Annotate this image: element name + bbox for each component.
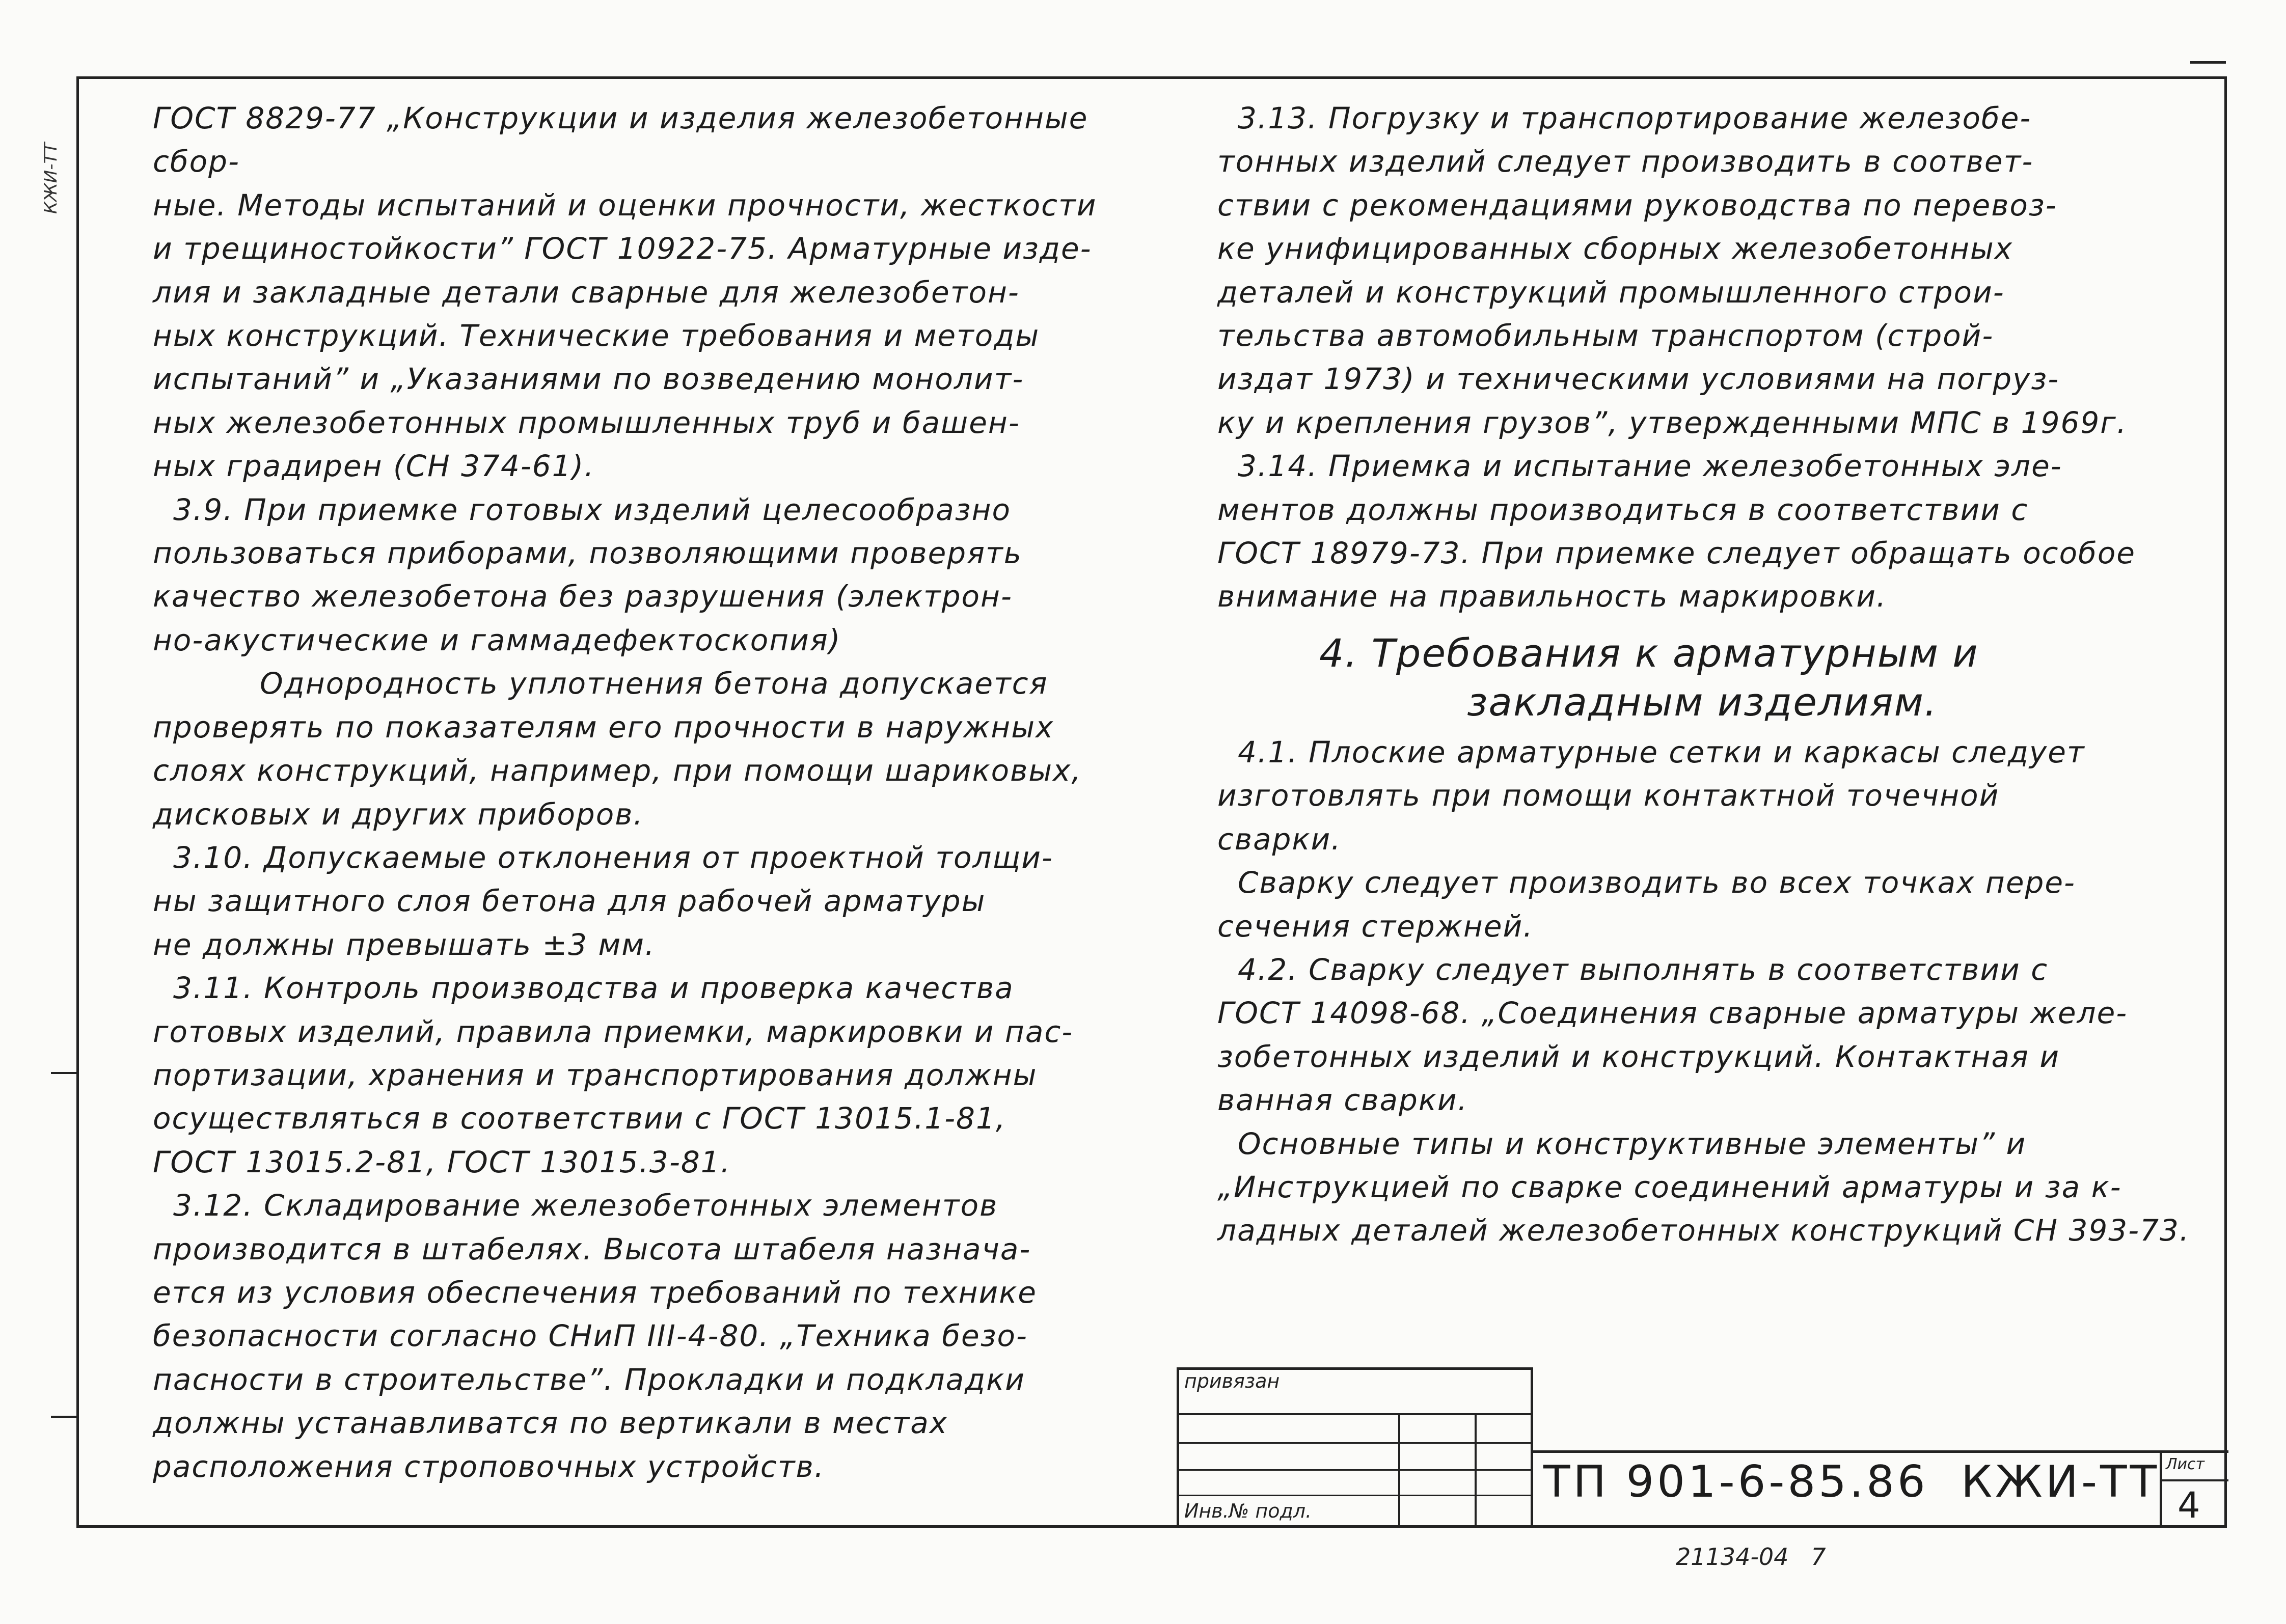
document-code: ТП 901-6-85.86 [1543, 1456, 1928, 1507]
paragraph-main-types: Основные типы и конструктивные элементы” и „Инструкцией по сварке соединений арматуры и за к- ладных деталей железобетонных конструкций СН 393-73. [1217, 1126, 2190, 1248]
sheet-number: 4 [2178, 1484, 2200, 1526]
stamp-border [2160, 1450, 2162, 1528]
stamp-grid-line [1398, 1413, 1400, 1528]
paragraph-gost-list: ГОСТ 8829-77 „Конструкции и изделия железобетонные сбор- ные. Методы испытаний и оценки прочности, жесткости и трещиностойкости” ГОСТ 10922-75. Арматурные изде- лия и закладные детали сварные для железобетон- ных конструкций. Технические требования и методы испытаний” и „Указаниями по возведению монолит- ных железобетонных промышленных труб и башен- ных градирен (СН 374-61). [153, 101, 1097, 484]
stamp-border [1531, 1367, 1533, 1528]
heading-line-1: 4. Требования к арматурным и [1319, 630, 1979, 676]
paragraph-3-9: 3.9. При приемке готовых изделий целесообразно пользоваться приборами, позволяющими проверять качество железобетона без разрушения (электрон- но-акустические и гаммадефектоскопия) [153, 492, 1022, 657]
paragraph-3-14: 3.14. Приемка и испытание железобетонных эле- ментов должны производиться в соответствии с ГОСТ 18979-73. При приемке следует обращать особое внимание на правильность маркировки. [1217, 449, 2136, 614]
margin-tick [51, 1416, 79, 1418]
stamp-border [1531, 1450, 2228, 1453]
heading-line-2: закладным изделиям. [1467, 679, 1938, 725]
paragraph-3-11: 3.11. Контроль производства и проверка качества готовых изделий, правила приемки, маркировки и пас- портизации, хранения и транспортирования должны осуществляться в соответствии с ГОСТ 13015.1-81, ГОСТ 13015.2-81, ГОСТ 13015.3-81. [153, 971, 1074, 1179]
stamp-grid-line [1177, 1413, 1533, 1415]
frame-corner-tick [2190, 61, 2226, 64]
stamp-grid-line [1177, 1469, 1533, 1471]
margin-note-text: КЖИ-ТТ [41, 142, 61, 214]
paragraph-4-1: 4.1. Плоские арматурные сетки и каркасы следует изготовлять при помощи контактной точечной сварки. [1217, 734, 2085, 857]
left-column [153, 97, 1182, 1489]
sheet-label: Лист [2166, 1455, 2205, 1473]
stamp-grid-line [2160, 1479, 2228, 1481]
right-column [1217, 97, 2216, 1253]
stamp-border [1177, 1367, 1179, 1528]
paragraph-3-10: 3.10. Допускаемые отклонения от проектной толщи- ны защитного слоя бетона для рабочей арматуры не должны превышать ±3 мм. [153, 840, 1053, 962]
stamp-grid-line [1177, 1495, 1533, 1496]
stamp-privyazan: привязан [1184, 1370, 1280, 1392]
section-heading [1217, 629, 2216, 727]
stamp-grid-line [1475, 1413, 1477, 1528]
paragraph-welding: Сварку следует производить во всех точках пере- сечения стержней. [1217, 865, 2076, 944]
footer-number: 21134-04 7 [1676, 1543, 1826, 1571]
stamp-inventory-label: Инв.№ подл. [1184, 1500, 1312, 1522]
sheet-code: КЖИ-ТТ [1961, 1456, 2160, 1507]
stamp-grid-line [1177, 1442, 1533, 1444]
paragraph-3-12: 3.12. Складирование железобетонных элементов производится в штабелях. Высота штабеля назнача- ется из условия обеспечения требований по технике безопасности согласно СНиП III-4-80. „Техника безо- пасности в строительстве”. Прокладки и подкладки должны устанавливатся по вертикали в местах расположения строповочных устройств. [153, 1188, 1037, 1484]
paragraph-3-13: 3.13. Погрузку и транспортирование железобе- тонных изделий следует производить в соответ- ствии с рекомендациями руководства по перевоз- ке унифицированных сборных железобетонных деталей и конструкций промышленного строи- тельства автомобильным транспортом (строй- издат 1973) и техническими условиями на погруз- ку и крепления грузов”, утвержденными МПС в 1969г. [1217, 101, 2128, 440]
paragraph-uniformity: Однородность уплотнения бетона допускается проверять по показателям его прочности в наружных слоях конструкций, например, при помощи шариковых, дисковых и других приборов. [153, 666, 1082, 832]
paragraph-4-2: 4.2. Сварку следует выполнять в соответствии с ГОСТ 14098-68. „Соединения сварные арматуры желе- зобетонных изделий и конструкций. Контактная и ванная сварки. [1217, 952, 2128, 1118]
margin-tick [51, 1072, 79, 1074]
margin-note [0, 142, 102, 214]
